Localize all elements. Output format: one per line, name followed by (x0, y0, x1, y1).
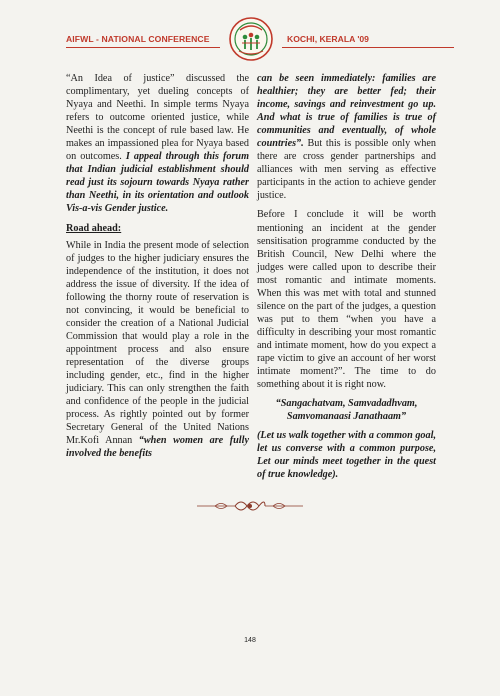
paragraph-text: Before I conclude it will be worth mentioning an incident at the gender sensitisation programme conducted by the British Council, New Delhi where the judges were called upon to describe their most romantic and intimate moments. When this was met with total and stunned silence on the part of the judges, a question was put to them “when you have a difficulty in describing your most romantic and intimate moment, how do you expect a rape victim to give an account of her worst intimate moment?”. The time to do something about it is right now. (257, 209, 436, 391)
left-column (66, 72, 249, 466)
paragraph-emphasis: can be seen immediately: families are healthier; they are better fed; their income, savings and reinvestment go up. And what is true of families is true of communities and eventually, of whole countries”. (257, 73, 436, 150)
quote-translation: (Let us walk together with a common goal, let us converse with a common purpose, Let our minds meet together in the quest of true knowledge). (257, 430, 436, 481)
header-location: KOCHI, KERALA '09 (287, 34, 369, 44)
paragraph (66, 72, 249, 216)
page-number: 148 (244, 637, 256, 644)
paragraph (257, 208, 436, 391)
paragraph (257, 72, 436, 202)
header-rule-right (282, 47, 454, 48)
paragraph (66, 239, 249, 461)
header-conference-title: AIFWL - NATIONAL CONFERENCE (66, 34, 210, 44)
page-header (60, 4, 460, 62)
right-column (257, 72, 436, 487)
header-rule-left (66, 47, 220, 48)
paragraph-emphasis: I appeal through this forum that Indian judicial establishment should read just its sojourn towards Nyaya rather than Neethi, in its orientation and outlook Vis-a-vis Gender justice. (66, 151, 249, 215)
flourish-ornament-icon (195, 496, 305, 516)
paragraph-text: But this is possible only when there are cross gender partnerships and alliances with men serving as effective participants in the action to achieve gender justice. (257, 138, 436, 202)
paragraph-emphasis: “when women are fully involved the benefits (66, 435, 249, 460)
paragraph-text: While in India the present mode of selection of judges to the higher judiciary ensures the independence of the institution, it does not address the issue of diversity. If the idea of following the thorny route of reservation is not convincing, it would be beneficial to consider the creation of a National Judicial Commission that would play a role in the appointment process and also ensure representation of the diverse groups including gender, etc., find in the higher judiciary. This can only strengthen the faith and confidence of the people in the judicial process. As rightly pointed out by former Secretary General of the United Nations Mr.Kofi Annan (66, 239, 249, 447)
sanskrit-quote: “Sangachatvam, Samvadadhvam, Samvomanaasi Janathaam” (275, 398, 418, 423)
conference-logo-icon (228, 16, 274, 62)
paragraph-text: “An Idea of justice” discussed the complimentary, yet dueling concepts of Nyaya and Neethi. In simple terms Nyaya refers to outcome oriented justice, while Neethi is the concept of rule based law. He makes an impassioned plea for Nyaya based on outcomes. (66, 73, 249, 163)
section-heading-road-ahead: Road ahead: (66, 222, 122, 234)
